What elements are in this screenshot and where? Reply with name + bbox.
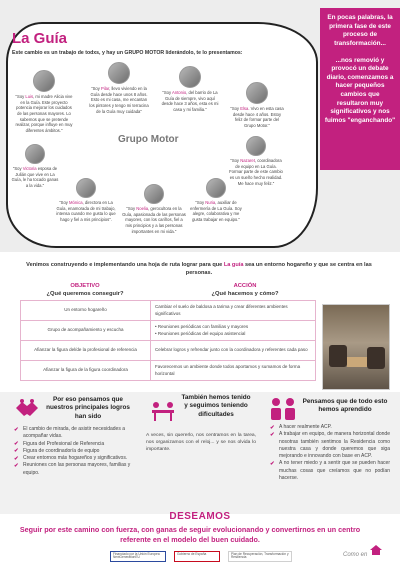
person-card: "Soy Victoria esposa de Julián que vive en La Guía, le ha tocado ganas a la vida.": [10, 144, 60, 189]
avatar: [246, 82, 268, 104]
check-icon: ✔: [14, 448, 19, 455]
avatar: [33, 70, 55, 92]
check-icon: ✔: [14, 441, 19, 447]
avatar: [108, 62, 130, 84]
learned-title: Pensamos que de todo esto hemos aprendido: [302, 398, 388, 414]
achievements-title: Por eso pensamos que nuestros principales logros han sido: [46, 396, 130, 420]
summary-p1: En pocas palabras, la primera fase de este proceso de transformación...: [327, 14, 393, 47]
person-card: "Soy Pilar, llevo viviendo en la Guía desde hace unos 8 años. Esto es mi casa, me encantan los pintores y tengo mi terracina de la Guía muy cuidada": [88, 62, 150, 114]
difficulties-title: También hemos tenido y seguimos teniendo dificultades: [181, 394, 251, 418]
learned-list: [270, 424, 390, 482]
list-item: ✔ Crear entornos más hogareños y significativos.: [14, 455, 128, 462]
check-icon: ✔: [14, 462, 19, 469]
funding-logos: [110, 549, 300, 563]
check-icon: ✔: [270, 424, 275, 431]
spain-government-logo: Gobierno de España: [174, 551, 220, 562]
objectives-table: [20, 300, 316, 381]
intro-text: Este cambio es un trabajo de todxs, y hay un GRUPO MOTOR liderándolo, te lo presentamos:: [12, 50, 243, 56]
como-en-casa-logo: Como en: [343, 544, 383, 558]
person-card: "Soy Antonio, del barrio de La Guía de siempre, vivo aquí desde hace 3 años, esta es mi casa y mi familia.": [160, 66, 220, 113]
person-card: "Soy Mónica, directora en La Guía, enamorada de mi trabajo, intensa cuando me gusta lo que hago y fiel a mis principios".: [56, 178, 116, 223]
handshake-icon: [14, 398, 40, 420]
action-header: ACCIÓN ¿Qué hacemos y cómo?: [211, 283, 279, 297]
list-item: ✔ Figura de coordinador/a de equipo: [14, 447, 100, 455]
living-room-photo: [322, 304, 390, 390]
check-icon: ✔: [270, 431, 275, 438]
grupo-motor-label: Grupo Motor: [118, 134, 179, 145]
check-icon: ✔: [270, 460, 275, 467]
coffee-table: [347, 357, 369, 367]
avatar: [179, 66, 201, 88]
avatar: [25, 144, 45, 164]
list-item: ✔ Reuniones con las personas mayores, familias y equipo.: [14, 462, 131, 476]
armchair: [367, 347, 385, 369]
wishes-text: Seguir por este camino con fuerza, con ganas de seguir evolucionando y convertirnos en un centro referente en el modelo del buen cuidado.: [19, 525, 361, 544]
list-item: ✔ A no tener miedo y a sentir que se pueden hacer muchas cosas que creíamos que no podían hacerse.: [270, 460, 390, 481]
avatar: [206, 178, 226, 198]
summary-p2: ...nos removió y provocó un debate diario, comenzamos a hacer pequeños cambios que resultaron muy significativos y nos fuimos "enganchando": [324, 56, 396, 125]
check-icon: ✔: [14, 426, 19, 433]
list-item: ✔ Figura del Profesional de Referencia: [14, 440, 105, 447]
avatar: [246, 136, 266, 156]
table-row: Grupo de acompañamiento y escucha • Reuniones periódicas con familias y mayores • Reuniones periódicas del equipo asistencial: [21, 321, 316, 341]
check-icon: ✔: [14, 455, 19, 462]
learning-people-icon: [268, 396, 298, 422]
person-card: "Soy Elsa. Vivo en esta casa desde hace 4 años. Estoy feliz de formar parte del Grupo Motor.": [230, 82, 284, 129]
person-card: "Soy Noelia, gerocultora en la Guía, apasionada de las personas mayores, con los cariños, fiel a mis principios y a las personas importantes en mi vida.": [122, 184, 186, 234]
achievements-list: [14, 426, 134, 477]
table-row: Un entorno hogareño Cambiar el suelo de baldosa a tarima y crear diferentes ambientes significativos: [21, 301, 316, 321]
person-card: "Soy Nuria, auxiliar de enfermería de La Guía. Soy alegre, colaborativa y me gusta trabajar en equipo.": [188, 178, 244, 223]
difficulties-text: A veces, sin quererlo, nos centramos en la tarea, nos organizamos con el reloj... y se nos olvida lo importante.: [146, 433, 256, 453]
eu-logo: Financiado por la Unión Europea NextGenerationEU: [110, 551, 166, 562]
avatar: [144, 184, 164, 204]
avatar: [76, 178, 96, 198]
summary-box: [320, 8, 400, 170]
roadmap-statement: Venimos construyendo e implementando una hoja de ruta lograr para que La guía sea un entorno hogareño y que se centra en las personas.: [26, 262, 372, 276]
house-icon: [369, 544, 383, 556]
objective-header: OBJETIVO ¿Qué queremos conseguir?: [46, 283, 124, 297]
list-item: ✔ El cambio de mirada, de asistir necesidades a acompañar vidas.: [14, 426, 125, 440]
list-item: ✔ A trabajar en equipo, de manera horizontal donde nosotras también sentimos la Residencia como nuestra casa y donde queremos que siga mejorando e innovando con base en ACP.: [270, 431, 390, 459]
table-row: Afianzar la figura de la figura coordinadora Favorecemos un ambiente donde todos aportamos y sumamos de forma horizontal: [21, 361, 316, 381]
recovery-plan-logo: Plan de Recuperación, Transformación y Resiliencia: [228, 551, 292, 562]
meeting-icon: [146, 398, 180, 422]
person-card: "Soy Nazaret, coordinadora de equipo en La Guía. Formar parte de este cambio es un sueño hecho realidad. Me hace muy feliz.": [228, 136, 284, 186]
list-item: ✔ A hacer realmente ACP.: [270, 424, 332, 431]
table-row: Afianzar la figura del/de la profesional de referencia Celebrar logros y refrendar junto con la coordinadora y referentes cada paso: [21, 341, 316, 361]
armchair: [329, 345, 347, 367]
person-card: "Soy Luis, mi madre Alicia vive en la Guía. Este proyecto potencia mejorar los cuidados de las personas mayores. Lo sabemos que se pretende realizar, porque influye en muy diferentes ámbitos.": [14, 70, 74, 134]
page-title: La Guía: [12, 30, 68, 47]
wishes-title: DESEAMOS: [169, 511, 231, 522]
